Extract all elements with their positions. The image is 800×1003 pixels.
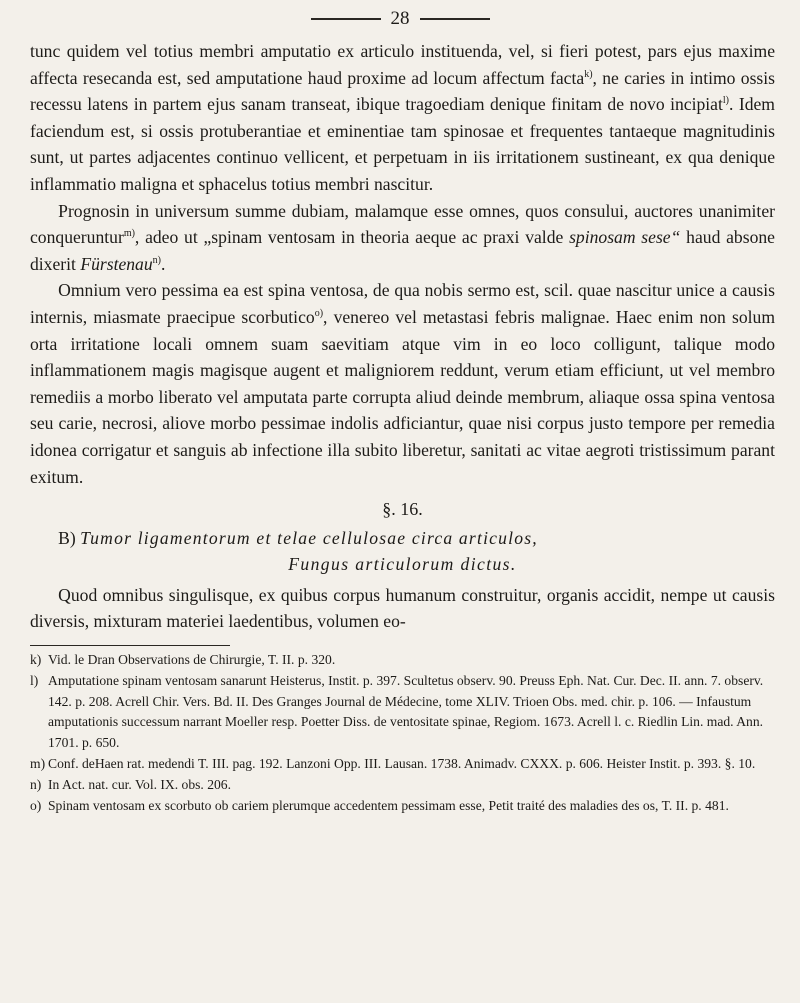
paragraph-1 xyxy=(30,38,775,198)
subheading-label: B) xyxy=(58,527,76,548)
footnote xyxy=(30,671,775,754)
footnote-text: Spinam ventosam ex scorbuto ob cariem plerumque accedentem pessimam esse, Petit traité des maladies des os, T. II. p. 481. xyxy=(48,797,729,813)
footnote-ref-o: o) xyxy=(314,308,324,320)
paragraph-3 xyxy=(30,277,775,490)
footnote-mark: o) xyxy=(30,797,42,813)
footnote-text: Conf. deHaen rat. medendi T. III. pag. 192. Lanzoni Opp. III. Lausan. 1738. Animadv. CXXX. p. 606. Heister Instit. p. 393. §. 10. xyxy=(48,756,756,772)
footnote-text: In Act. nat. cur. Vol. IX. obs. 206. xyxy=(48,776,232,792)
footnote-ref-n: n) xyxy=(152,254,161,266)
footnotes xyxy=(30,650,775,816)
paragraph-2-emphasis-1: spinosam sese“ xyxy=(569,227,681,248)
paragraph-2-text-c: haud absone dixerit xyxy=(30,227,775,274)
paragraph-3-text-b: , venereo vel metastasi febris malignae. Haec enim non solum orta irritatione locali omnem suam saevitiam atque vim in eo loco colligunt, talique modo inflammationem magis magisque augent et maligniorem reddunt, verum etiam efficiunt, ut vel membro remediis a morbo liberato vel amputata parte corrupta aliud deinde membrum, aliaque ossa spina ventosa seu carie, necrosi, aliove morbo pessimae indolis adficiantur, quae nisi corpus justo tempore per remedia idonea corrigatur et sanguis ab infectione illa subito liberetur, sanitati ac vitae aegroti tristissimum parant exitum. xyxy=(30,306,776,487)
footnote xyxy=(30,650,775,671)
footnote-ref-l: l) xyxy=(722,95,729,107)
footnote-ref-k: k) xyxy=(584,68,593,80)
paragraph-3-text-a: Omnium vero pessima ea est spina ventosa, de qua nobis sermo est, scil. quae nascitur unice a causis internis, miasmate praecipue scorbutico xyxy=(30,280,775,327)
footnote-text: Vid. le Dran Observations de Chirurgie, T. II. p. 320. xyxy=(48,652,336,668)
footnote-mark: m) xyxy=(30,756,46,772)
footnote-mark: l) xyxy=(30,672,39,688)
paragraph-4: Quod omnibus singulisque, ex quibus corpus humanum construitur, organis accidit, nempe ut causis diversis, mixturam materiei laedentibus, volumen eo- xyxy=(30,584,775,632)
paragraph-1-text-c: . Idem faciendum est, si ossis protuberantiae et eminentiae tam spinosae et frequentes tantaeque magnitudinis sunt, ut partes adjacentes continuo vellicent, et perpetuam in iis irritationem sustineant, ex qua denique inflammatio maligna et sphacelus totius membri nascitur. xyxy=(30,94,775,194)
subheading xyxy=(30,525,775,552)
paragraph-2-text-b: , adeo ut „spinam ventosam in theoria aeque ac praxi valde xyxy=(134,227,570,248)
paragraph-2-text-d: . xyxy=(161,253,166,274)
paragraph-2 xyxy=(30,198,775,278)
footnote xyxy=(30,775,775,796)
footnote xyxy=(30,754,775,775)
page-header xyxy=(0,8,800,30)
footnote xyxy=(30,796,775,817)
footnote-mark: n) xyxy=(30,776,42,792)
subheading-title: Tumor ligamentorum et telae cellulosae circa articulos, xyxy=(80,527,538,548)
header-rule-right xyxy=(420,18,490,20)
subheading-line-2: Fungus articulorum dictus. xyxy=(288,554,517,575)
paragraph-1-text-a: tunc quidem vel totius membri amputatio ex articulo instituenda, vel, si fieri potest, pars ejus maxime affecta resecanda est, sed amputatione haud proxime ad locum affectum facta xyxy=(30,41,775,88)
paragraph-1-text-b: , ne caries in intimo ossis recessu latens in partem ejus sanam transeat, ibique tragoediam denique finitam de novo incipiat xyxy=(30,67,775,115)
footnote-text: Amputatione spinam ventosam sanarunt Heisterus, Instit. p. 397. Scultetus observ. 90. Preuss Eph. Nat. Cur. Dec. II. ann. 7. observ. 142. p. 208. Acrell Chir. Vers. Bd. II. Des Granges Journal de Médecine, tome XLIV. Trioen Obs. med. chir. p. 106. — Infaustum amputationis successum narrant Moeller resp. Poetter Diss. de ventositate spinae, Regiom. 1673. Acrell l. c. Riedlin Lin. mad. Ann. 1701. p. 650. xyxy=(48,672,764,751)
paragraph-2-text-a: Prognosin in universum summe dubiam, malamque esse omnes, quos consului, auctores unanimiter conqueruntur xyxy=(30,200,775,248)
footnote-mark: k) xyxy=(30,652,42,668)
section-heading: §. 16. xyxy=(382,499,423,520)
footnote-ref-m: m) xyxy=(123,228,135,240)
page-number: 28 xyxy=(390,8,410,29)
main-text xyxy=(30,38,775,816)
footnote-divider xyxy=(30,645,230,646)
paragraph-2-emphasis-2: Fürstenau xyxy=(80,253,153,274)
header-rule-left xyxy=(311,18,381,20)
